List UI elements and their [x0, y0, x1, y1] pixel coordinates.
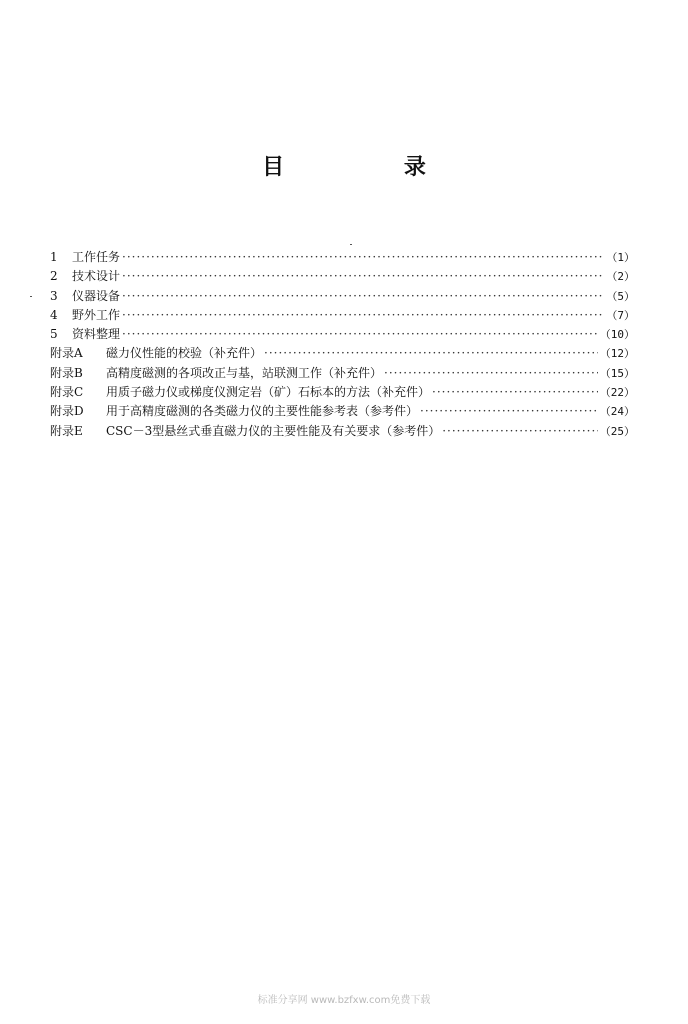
toc-leader-dots	[420, 402, 598, 421]
toc-entry-page: （1）	[606, 251, 635, 264]
toc-leader-dots	[122, 306, 604, 325]
toc-entry-title: 工作任务	[72, 250, 121, 264]
toc-entry-page: （22）	[599, 386, 635, 400]
toc-entry-page: （15）	[599, 366, 635, 380]
toc-entry-title: 用质子磁力仪或梯度仪测定岩（矿）石标本的方法（补充件）	[106, 385, 431, 400]
scan-speck	[30, 296, 32, 297]
page-title: 目 录	[262, 155, 482, 180]
toc-entry-5	[50, 325, 635, 344]
toc-entry-number: 附录B	[50, 365, 83, 380]
toc-entry-title: 技术设计	[72, 269, 121, 284]
toc-leader-dots	[122, 267, 604, 286]
toc-entry-4	[50, 306, 635, 325]
toc-entry-appendix-e	[50, 422, 635, 441]
toc-entry-number: 附录A	[50, 346, 83, 361]
toc-entry-page: （2）	[606, 270, 635, 284]
table-of-contents	[50, 248, 635, 441]
watermark-footer: 标准分享网 www.bzfxw.com免费下载	[257, 995, 431, 1006]
toc-entry-number: 1	[50, 250, 58, 264]
toc-entry-number: 2	[50, 269, 58, 284]
toc-entry-title: 仪器设备	[72, 288, 121, 303]
toc-entry-number: 5	[50, 327, 58, 342]
toc-entry-page: （25）	[599, 424, 635, 438]
toc-entry-3	[50, 287, 635, 306]
toc-entry-2	[50, 267, 635, 286]
scan-speck	[350, 244, 352, 245]
toc-entry-title: 资料整理	[72, 327, 121, 342]
toc-entry-appendix-a	[50, 344, 635, 363]
toc-entry-title: CSC－3型悬丝式垂直磁力仪的主要性能及有关要求（参考件）	[106, 423, 441, 438]
toc-entry-page: （12）	[599, 347, 635, 361]
toc-leader-dots	[264, 344, 598, 363]
toc-entry-page: （5）	[606, 289, 635, 303]
toc-entry-page: （7）	[606, 308, 635, 322]
toc-entry-appendix-d	[50, 402, 635, 421]
toc-entry-title: 用于高精度磁测的各类磁力仪的主要性能参考表（参考件）	[106, 404, 419, 419]
toc-leader-dots	[442, 422, 598, 441]
toc-entry-appendix-b	[50, 364, 635, 383]
toc-entry-appendix-c	[50, 383, 635, 402]
toc-entry-number: 4	[50, 307, 58, 322]
toc-leader-dots	[122, 325, 598, 344]
toc-leader-dots	[432, 383, 598, 402]
toc-entry-title: 磁力仪性能的校验（补充件）	[106, 346, 263, 361]
toc-entry-page: （10）	[599, 328, 635, 342]
toc-entry-1	[50, 248, 635, 267]
toc-entry-title: 野外工作	[72, 307, 121, 322]
toc-leader-dots	[122, 248, 604, 267]
toc-entry-number: 附录E	[50, 423, 83, 438]
toc-leader-dots	[384, 364, 598, 383]
toc-entry-title: 高精度磁测的各项改正与基，站联测工作（补充件）	[106, 365, 383, 380]
toc-entry-number: 附录D	[50, 404, 84, 419]
toc-leader-dots	[122, 287, 604, 306]
toc-entry-page: （24）	[599, 405, 635, 419]
toc-entry-number: 3	[50, 288, 58, 303]
toc-entry-number: 附录C	[50, 385, 84, 400]
